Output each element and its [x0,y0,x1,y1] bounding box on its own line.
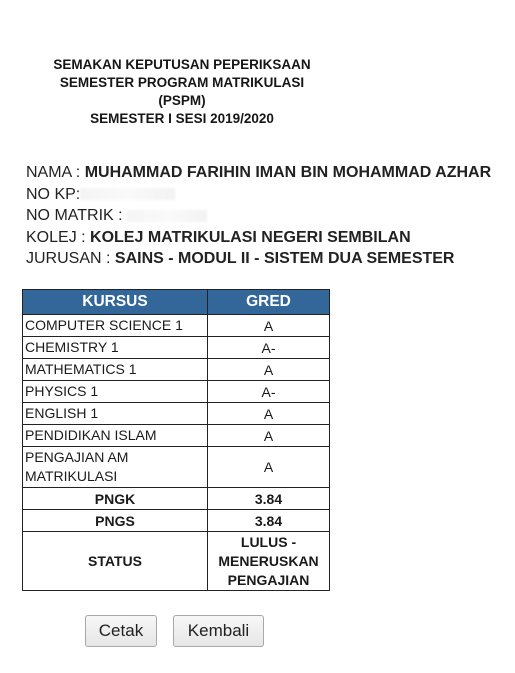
results-header [22,56,342,128]
programme-value: SAINS - MODUL II - SISTEM DUA SEMESTER [114,250,455,267]
print-button[interactable]: Cetak [85,615,157,647]
grade-cell: A- [208,337,330,359]
pngk-row [23,488,330,510]
pngk-label: PNGK [23,488,208,510]
table-row [23,337,330,359]
course-cell: MATHEMATICS 1 [23,359,208,381]
college-label: KOLEJ : [26,228,91,246]
header-title-line4: SEMESTER I SESI 2019/2020 [90,111,274,126]
pngs-label: PNGS [23,510,208,532]
course-cell: ENGLISH 1 [23,403,208,425]
ic-number-label: NO KP: [26,185,81,203]
course-cell: PENDIDIKAN ISLAM [23,425,208,447]
student-info [26,162,491,270]
matric-number-label: NO MATRIK : [26,207,123,224]
pngs-value: 3.84 [208,510,330,532]
name-label: NAMA : [26,164,85,181]
course-cell: PENGAJIAN AM MATRIKULASI [23,447,208,488]
ic-number-row [26,184,491,206]
table-header-row [23,290,330,315]
table-row [23,315,330,337]
pngs-row [23,510,330,532]
grade-cell: A- [208,381,330,403]
table-row [23,425,330,447]
header-title-line2: SEMESTER PROGRAM MATRIKULASI [59,75,305,90]
grade-cell: A [208,447,330,488]
grade-column-header: GRED [208,290,330,315]
results-table [22,289,330,591]
pngk-value: 3.84 [208,488,330,510]
table-row [23,359,330,381]
header-title-line1: SEMAKAN KEPUTUSAN PEPERIKSAAN [53,57,311,72]
course-cell: PHYSICS 1 [23,381,208,403]
grade-cell: A [208,425,330,447]
matric-number-row [26,205,491,227]
college-value: KOLEJ MATRIKULASI NEGERI SEMBILAN [90,228,411,246]
header-title-line3: (PSPM) [158,93,206,108]
table-row [23,403,330,425]
name-value: MUHAMMAD FARIHIN IMAN BIN MOHAMMAD AZHAR [84,164,492,181]
college-row [26,227,491,249]
status-row [23,532,330,591]
back-button[interactable]: Kembali [173,615,264,647]
student-name-row [26,162,491,184]
table-row [23,447,330,488]
status-label: STATUS [23,532,208,591]
matric-number-redacted [127,210,207,222]
status-value: LULUS - MENERUSKAN PENGAJIAN [208,532,330,591]
grade-cell: A [208,359,330,381]
course-cell: CHEMISTRY 1 [23,337,208,359]
table-row [23,381,330,403]
programme-label: JURUSAN : [26,250,115,267]
course-column-header: KURSUS [23,290,208,315]
course-cell: COMPUTER SCIENCE 1 [23,315,208,337]
grade-cell: A [208,403,330,425]
grade-cell: A [208,315,330,337]
programme-row [26,248,491,270]
ic-number-redacted [80,188,175,200]
